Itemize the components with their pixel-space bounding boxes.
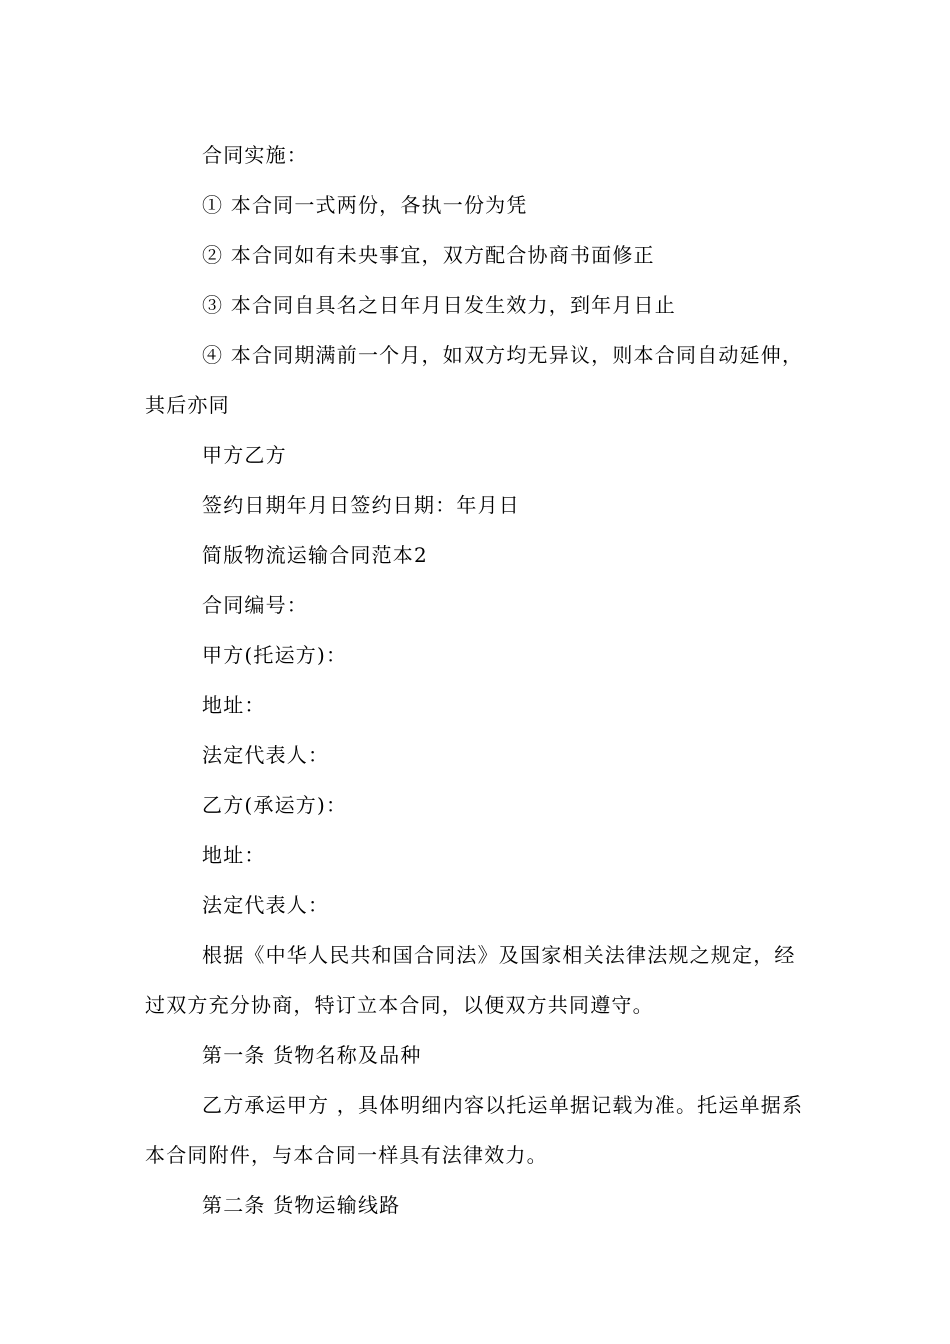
party-b-representative-field: 法定代表人：: [202, 893, 330, 917]
preamble-paragraph: 根据《中华人民共和国合同法》及国家相关法律法规之规定，经过双方充分协商，特订立本合同，以便双方共同遵守。: [145, 943, 796, 1017]
clause-item-1: ① 本合同一式两份，各执一份为凭: [202, 193, 528, 217]
contract-template-title: 简版物流运输合同范本2: [202, 543, 428, 567]
clause-item-3: ③ 本合同自具名之日年月日发生效力，到年月日止: [202, 293, 676, 317]
contract-number-field: 合同编号：: [202, 593, 308, 617]
document-body: [145, 130, 810, 1230]
section-heading-contract-implementation: 合同实施：: [202, 143, 308, 167]
signature-dates: 签约日期年月日签约日期：年月日: [202, 493, 520, 517]
article-1-body: 乙方承运甲方 ，具体明细内容以托运单据记载为准。托运单据系本合同附件，与本合同一样具有法律效力。: [145, 1093, 804, 1167]
article-2-heading: 第二条 货物运输线路: [202, 1193, 401, 1217]
party-a-representative-field: 法定代表人：: [202, 743, 330, 767]
party-a-address-field: 地址：: [202, 693, 266, 717]
party-b-address-field: 地址：: [202, 843, 266, 867]
signature-parties: 甲方乙方: [202, 443, 287, 467]
party-a-field: 甲方(托运方)：: [202, 643, 348, 667]
party-b-field: 乙方(承运方)：: [202, 793, 348, 817]
article-1-heading: 第一条 货物名称及品种: [202, 1043, 422, 1067]
clause-item-4: ④ 本合同期满前一个月，如双方均无异议，则本合同自动延伸，其后亦同: [145, 343, 804, 417]
clause-item-2: ② 本合同如有未央事宜，双方配合协商书面修正: [202, 243, 655, 267]
